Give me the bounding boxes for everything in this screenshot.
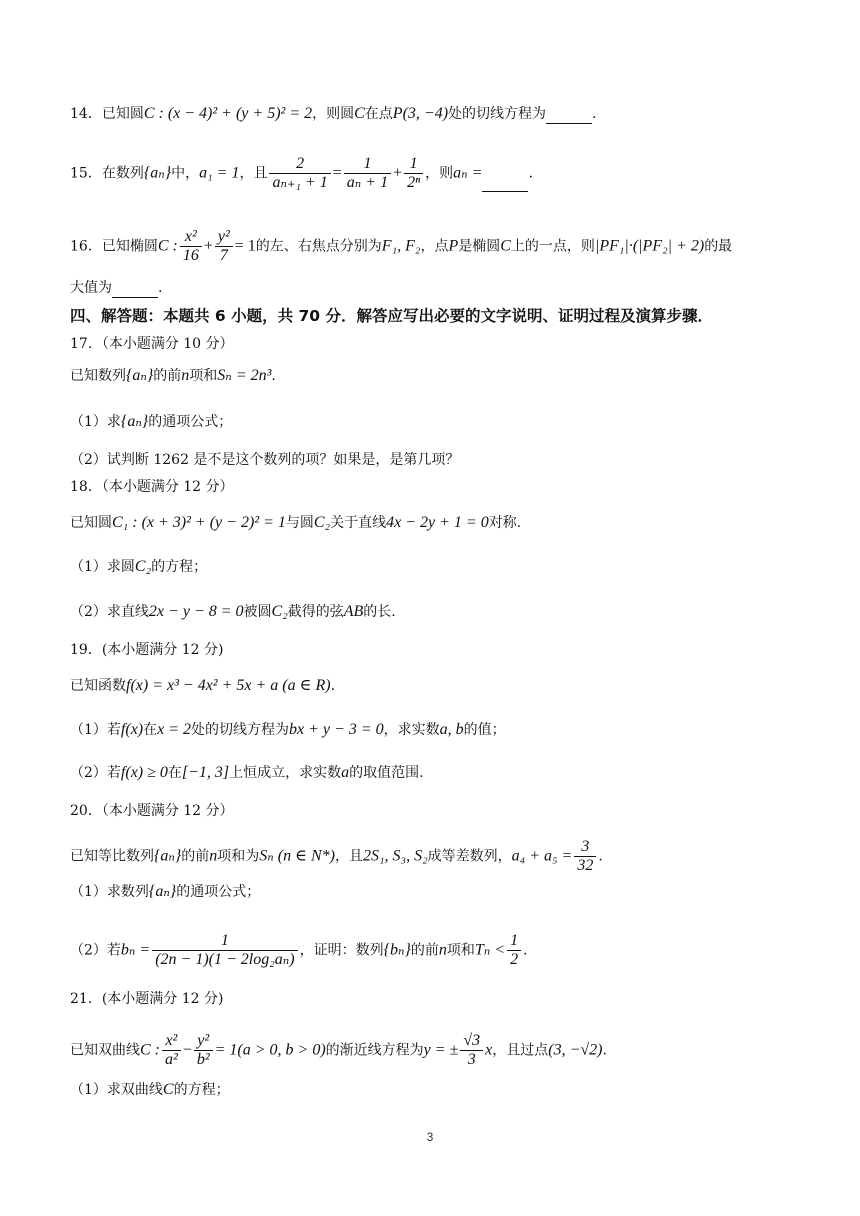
p18-q2-a: （2）求直线 (70, 604, 149, 620)
p21-frac2-den: b² (196, 1051, 210, 1068)
p20-q2-half-num: 1 (507, 932, 521, 951)
p15-frac2 (344, 155, 391, 192)
p18-q2-d: 的长. (363, 604, 396, 620)
p16-mid4: 上的一点，则 (510, 238, 595, 255)
p21-stem-b: 的渐近线方程为 (325, 1042, 424, 1059)
p20-stem-d: ，且 (334, 848, 363, 865)
p20-q2-half (507, 932, 521, 969)
p15-seq: {aₙ} (143, 164, 172, 182)
p21-asym: y = ± (423, 1041, 459, 1059)
p14-suffix: 处的切线方程为 (448, 106, 547, 122)
p15-frac2-den: aₙ + 1 (346, 174, 389, 191)
p19-q2-interval: [−1, 3] (181, 764, 230, 781)
p21-stem (70, 1032, 820, 1069)
p19-q1 (70, 720, 820, 740)
p15-end: . (528, 165, 533, 182)
p21-point: (3, −√2) (548, 1041, 603, 1059)
p18-q2-line: 2x − y − 8 = 0 (148, 603, 244, 620)
p18-q2-ab: AB (343, 603, 364, 620)
p16-foci: F₁, F₂ (381, 237, 421, 255)
p14-circle: C (354, 105, 365, 122)
p19-q2 (70, 763, 820, 783)
p16-plus: + (203, 237, 213, 255)
p15-frac1-num: 2 (269, 155, 330, 174)
p20-q2-c: 的前 (410, 942, 439, 959)
p14-equation: C : (x − 4)² + (y + 5)² = 2 (143, 105, 313, 122)
p17-stem-b: 的前 (153, 368, 182, 384)
p20-q2-frac (152, 932, 297, 969)
p20-q2-seq: {bₙ} (383, 941, 411, 959)
p16-mid3: 是椭圆 (458, 238, 501, 255)
p16-answer-blank (112, 283, 158, 298)
p20-n: n (209, 847, 218, 865)
p19-stem (70, 676, 820, 696)
p16-frac2-den: 7 (219, 247, 228, 264)
problem-16 (70, 228, 820, 265)
p21-frac3-den: 3 (467, 1051, 476, 1068)
p14-prefix: 14．已知圆 (70, 106, 144, 122)
p16-eq: = 1 (234, 237, 256, 255)
p20-stem-c: 项和为 (217, 848, 260, 865)
p15-frac3-den: 2ⁿ (407, 174, 421, 191)
p16-ellipse-c: C (500, 237, 511, 255)
p18-c1: C₁ : (x + 3)² + (y − 2)² = 1 (112, 514, 286, 531)
p14-mid2: 在点 (364, 106, 393, 122)
p14-end: . (592, 106, 597, 122)
p16-mid: 的左、右焦点分别为 (255, 238, 382, 255)
p15-mid: 中， (171, 165, 200, 182)
p21-frac3 (460, 1032, 483, 1069)
p20-stem-e: 成等差数列， (427, 848, 512, 865)
page-number: 3 (426, 1130, 434, 1144)
p18-q2-c: 截得的弦 (287, 604, 344, 620)
p17-seq: {aₙ} (126, 367, 154, 384)
p21-q1-b: 的方程； (173, 1082, 230, 1098)
p17-q1 (70, 412, 820, 432)
p16-expression: |PF₁|·(|PF₂| + 2) (594, 237, 705, 255)
p18-head: 18．（本小题满分 12 分） (70, 479, 234, 495)
p20-sum: a₄ + a₅ = (511, 847, 573, 865)
p20-q2-b: ，证明：数列 (299, 942, 384, 959)
p17-q1-seq: {aₙ} (120, 413, 149, 430)
section-heading: 四、解答题：本题共 6 小题，共 70 分．解答应写出必要的文字说明、证明过程及演算步骤． (70, 307, 713, 325)
p21-stem-d: . (602, 1042, 607, 1059)
p19-q2-a-var: a (341, 764, 350, 781)
p21-frac1-den: a² (165, 1051, 178, 1068)
p20-frac (574, 838, 596, 875)
p17-stem (70, 366, 820, 386)
problem-14 (70, 104, 820, 124)
p20-q1-seq: {aₙ} (148, 883, 177, 900)
p20-sn: Sₙ (n ∈ N*) (259, 847, 335, 865)
p15-frac1-den: aₙ₊₁ + 1 (272, 174, 328, 191)
p16-point: P (448, 237, 459, 255)
p21-head: 21．(本小题满分 12 分) (70, 991, 224, 1007)
p19-q1-ab: a, b (439, 721, 464, 738)
p19-q1-line: bx + y − 3 = 0 (289, 721, 384, 738)
p19-q2-b: 在 (167, 765, 182, 781)
p20-q1 (70, 882, 820, 902)
p15-mid2: ，且 (239, 165, 268, 182)
p14-mid: ，则圆 (312, 106, 355, 122)
p21-frac3-num: √3 (460, 1032, 483, 1051)
p16-ellipse: C : (157, 237, 178, 255)
p21-q1-a: （1）求双曲线 (70, 1082, 163, 1098)
p15-an: aₙ = (453, 164, 483, 182)
p20-stem (70, 838, 820, 875)
p20-q1-a: （1）求数列 (70, 884, 149, 900)
p15-frac2-num: 1 (344, 155, 391, 174)
p17-n: n (181, 367, 190, 384)
p20-q2 (70, 932, 820, 969)
p18-line: 4x − 2y + 1 = 0 (386, 514, 489, 531)
p20-q2-n: n (438, 941, 447, 959)
p21-frac1 (162, 1032, 181, 1069)
p16-frac1 (180, 228, 202, 265)
p17-q1-a: （1）求 (70, 414, 121, 430)
p21-frac1-num: x² (162, 1032, 181, 1051)
p15-a1: a₁ = 1 (199, 164, 240, 182)
p18-q1-b: 的方程； (151, 559, 208, 575)
p16-mid2: ，点 (420, 238, 449, 255)
p20-head: 20．（本小题满分 12 分） (70, 803, 234, 819)
p19-q2-ineq: f(x) ≥ 0 (120, 764, 168, 781)
p20-q2-a: （2）若 (70, 942, 121, 959)
p18-q1-c2: C₂ (134, 558, 152, 575)
p19-q2-c: 上恒成立，求实数 (229, 765, 342, 781)
p21-stem-c: ，且过点 (492, 1042, 549, 1059)
p19-q1-c: 处的切线方程为 (191, 722, 290, 738)
p20-q2-tn: Tₙ < (474, 941, 506, 959)
p19-q1-b: 在 (143, 722, 158, 738)
p20-stem-b: 的前 (181, 848, 210, 865)
p15-frac1 (269, 155, 330, 192)
p19-q1-e: 的值； (463, 722, 506, 738)
p15-prefix: 15．在数列 (70, 165, 144, 182)
p20-q2-frac-num: 1 (152, 932, 297, 951)
p16-end: . (158, 280, 163, 296)
p19-q1-a: （1）若 (70, 722, 121, 738)
p21-minus: − (182, 1041, 192, 1059)
p18-stem-a: 已知圆 (70, 515, 112, 531)
p21-c: C : (140, 1041, 160, 1059)
p16-line2: 大值为 (70, 280, 112, 296)
p20-stem-f: . (598, 848, 603, 865)
p18-q2-c2: C₂ (271, 603, 288, 620)
p15-plus: + (393, 164, 403, 182)
p19-fx: f(x) = x³ − 4x² + 5x + a (a ∈ R) (126, 677, 331, 694)
p18-stem (70, 513, 820, 533)
p19-q1-fx: f(x) (120, 721, 144, 738)
p19-q2-d: 的取值范围. (349, 765, 424, 781)
p21-q1 (70, 1080, 820, 1100)
p17-sn: Sₙ = 2n³ (217, 367, 272, 384)
p20-q2-frac-den: (2n − 1)(1 − 2log₂aₙ) (155, 951, 295, 968)
p18-q1 (70, 557, 820, 577)
p20-stem-a: 已知等比数列 (70, 848, 154, 865)
p17-stem-a: 已知数列 (70, 368, 126, 384)
p20-frac-num: 3 (574, 838, 596, 857)
p18-q2-b: 被圆 (243, 604, 272, 620)
p19-stem-b: . (330, 678, 336, 694)
p18-q2 (70, 602, 820, 622)
p19-head: 19．(本小题满分 12 分) (70, 642, 224, 658)
p16-frac1-den: 16 (182, 247, 199, 264)
p16-mid5: 的最 (704, 238, 733, 255)
problem-15 (70, 155, 820, 192)
p20-q2-half-den: 2 (510, 951, 519, 968)
p20-q1-b: 的通项公式； (176, 884, 261, 900)
p19-q1-x2: x = 2 (157, 721, 192, 738)
p20-q2-d: 项和 (446, 942, 475, 959)
p17-q2: （2）试判断 1262 是不是这个数列的项？如果是，是第几项？ (70, 452, 460, 468)
p17-head: 17．（本小题满分 10 分） (70, 336, 234, 352)
p18-q1-a: （1）求圆 (70, 559, 135, 575)
p18-c2: C₂ (313, 514, 331, 531)
p17-q1-b: 的通项公式； (148, 414, 233, 430)
p15-answer-blank (482, 177, 528, 192)
p21-frac2-num: y² (194, 1032, 213, 1051)
p18-stem-d: 对称. (488, 515, 522, 531)
p17-stem-d: . (271, 368, 276, 384)
p20-seq: {aₙ} (154, 847, 182, 865)
p15-eq: = (332, 164, 342, 182)
p15-mid3: ，则 (425, 165, 454, 182)
p17-stem-c: 项和 (189, 368, 218, 384)
p16-prefix: 16．已知椭圆 (70, 238, 158, 255)
p14-point: P(3, −4) (392, 105, 449, 122)
p18-stem-b: 与圆 (285, 515, 314, 531)
problem-16-line2 (70, 278, 820, 298)
p21-frac2 (194, 1032, 213, 1069)
p16-frac2-num: y² (215, 228, 233, 247)
p18-stem-c: 关于直线 (330, 515, 387, 531)
p19-q1-d: ，求实数 (383, 722, 440, 738)
p20-q2-e: . (523, 942, 528, 959)
p21-q1-c: C (162, 1081, 174, 1098)
p20-frac-den: 32 (577, 857, 594, 874)
p19-stem-a: 已知函数 (70, 678, 126, 694)
p16-frac1-num: x² (180, 228, 202, 247)
p21-eq: = 1(a > 0, b > 0) (214, 1041, 326, 1059)
p21-x: x (485, 1041, 493, 1059)
p20-q2-bn: bₙ = (120, 941, 151, 959)
p20-terms: 2S₁, S₃, S₂ (362, 847, 428, 865)
p16-frac2 (215, 228, 233, 265)
p14-answer-blank (546, 109, 592, 124)
p21-stem-a: 已知双曲线 (70, 1042, 140, 1059)
p15-frac3-num: 1 (404, 155, 423, 174)
p15-frac3 (404, 155, 423, 192)
p19-q2-a: （2）若 (70, 765, 121, 781)
